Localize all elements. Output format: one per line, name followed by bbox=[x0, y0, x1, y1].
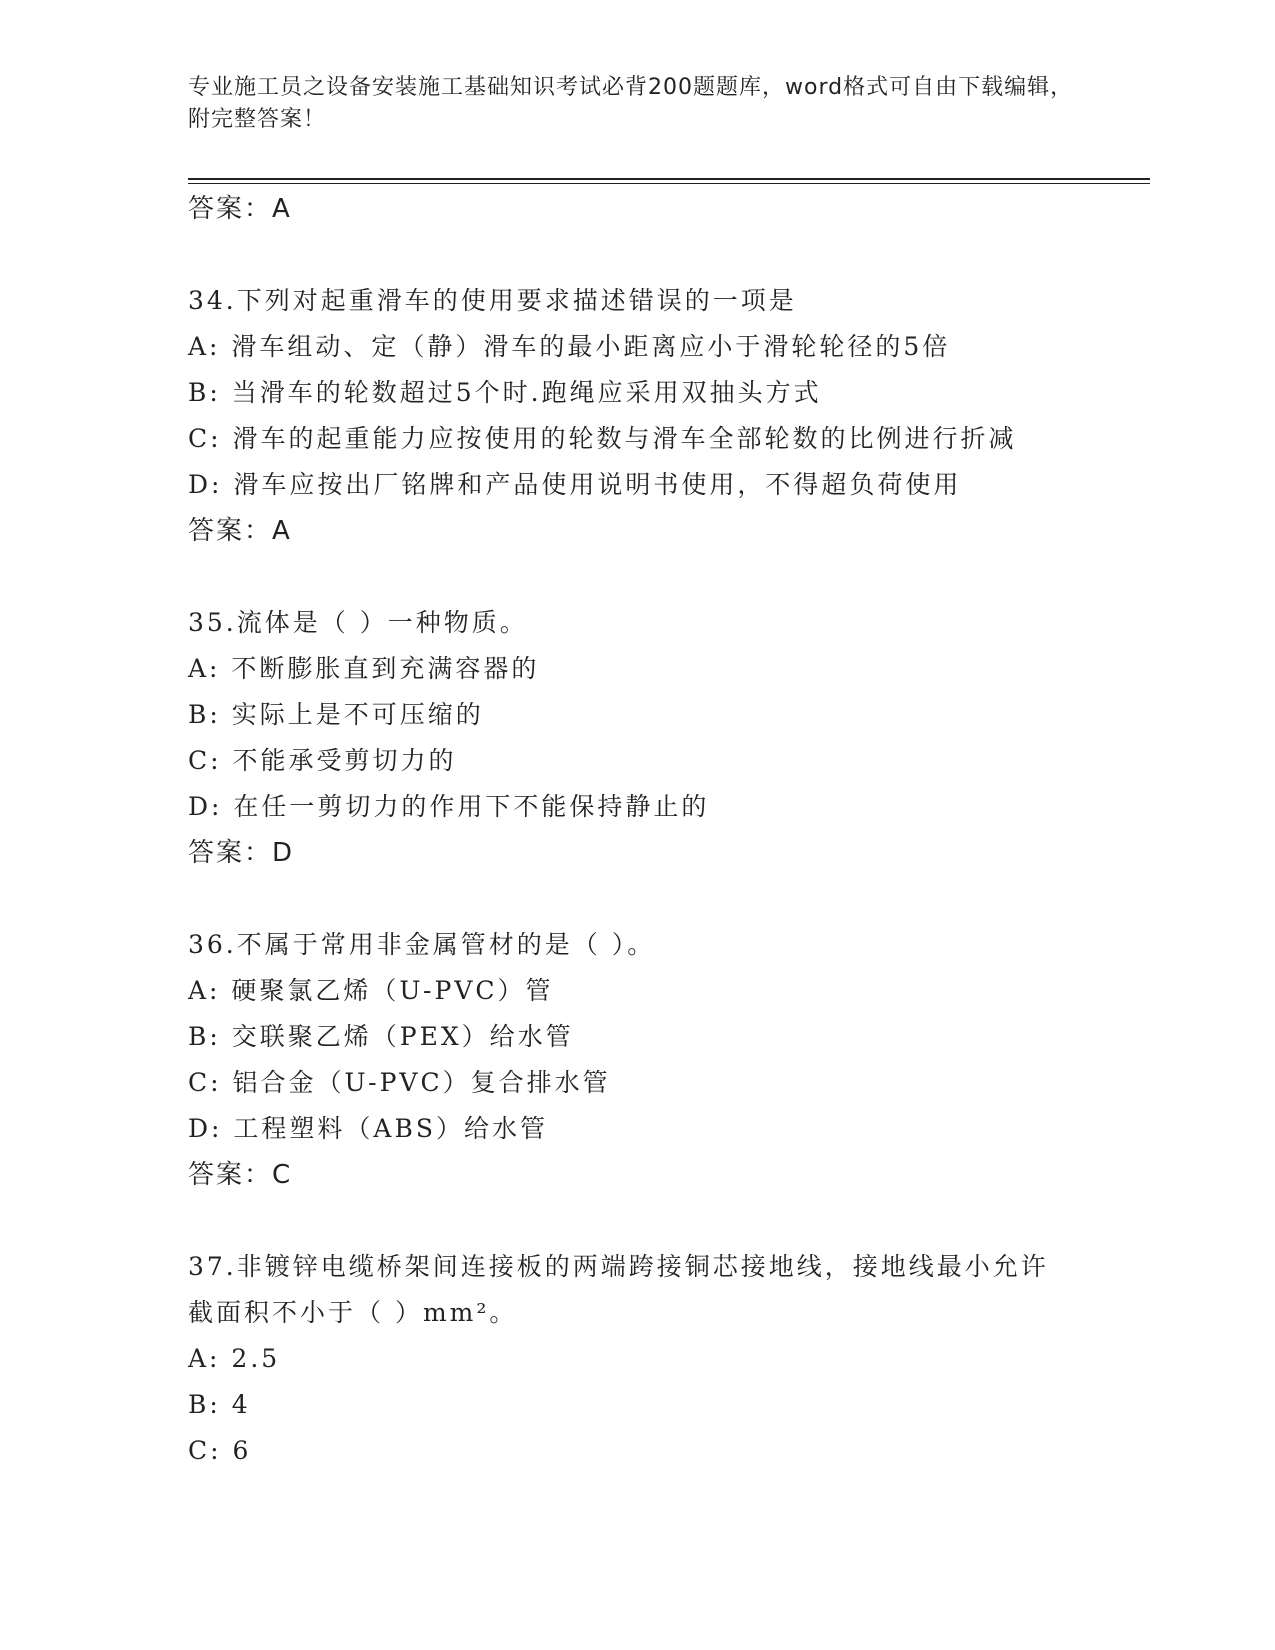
option-c: C: 铝合金（U-PVC）复合排水管 bbox=[188, 1068, 611, 1097]
question-block bbox=[188, 600, 1088, 876]
option-a: A: 不断膨胀直到充满容器的 bbox=[188, 654, 540, 683]
answer-line: 答案：A bbox=[188, 516, 292, 546]
option-b: B: 实际上是不可压缩的 bbox=[188, 700, 484, 729]
question-stem: 36.不属于常用非金属管材的是（ ）。 bbox=[188, 930, 656, 959]
answer-line: 答案：C bbox=[188, 1160, 293, 1190]
question-block bbox=[188, 1244, 1088, 1474]
spacer bbox=[188, 876, 1088, 922]
option-d: D: 滑车应按出厂铭牌和产品使用说明书使用，不得超负荷使用 bbox=[188, 470, 962, 499]
question-stem: 34.下列对起重滑车的使用要求描述错误的一项是 bbox=[188, 286, 797, 315]
option-a: A: 滑车组动、定（静）滑车的最小距离应小于滑轮轮径的5倍 bbox=[188, 332, 951, 361]
header-divider-thick bbox=[188, 178, 1150, 180]
option-d: D: 在任一剪切力的作用下不能保持静止的 bbox=[188, 792, 710, 821]
option-b: B: 4 bbox=[188, 1390, 251, 1419]
option-b: B: 当滑车的轮数超过5个时.跑绳应采用双抽头方式 bbox=[188, 378, 822, 407]
document-header: 专业施工员之设备安装施工基础知识考试必背200题题库，word格式可自由下载编辑，附完整答案！ bbox=[188, 75, 1074, 132]
answer-line: 答案：A bbox=[188, 194, 292, 224]
option-d: D: 工程塑料（ABS）给水管 bbox=[188, 1114, 548, 1143]
option-c: C: 滑车的起重能力应按使用的轮数与滑车全部轮数的比例进行折减 bbox=[188, 424, 1017, 453]
option-a: A: 硬聚氯乙烯（U-PVC）管 bbox=[188, 976, 554, 1005]
option-b: B: 交联聚乙烯（PEX）给水管 bbox=[188, 1022, 574, 1051]
question-list bbox=[188, 186, 1088, 1474]
question-block bbox=[188, 278, 1088, 554]
question-block bbox=[188, 922, 1088, 1198]
question-stem: 37.非镀锌电缆桥架间连接板的两端跨接铜芯接地线，接地线最小允许截面积不小于（ ）mm²。 bbox=[188, 1252, 1049, 1327]
spacer bbox=[188, 232, 1088, 278]
header-divider-thin bbox=[188, 183, 1150, 184]
option-a: A: 2.5 bbox=[188, 1344, 281, 1373]
answer-line: 答案：D bbox=[188, 838, 295, 868]
option-c: C: 不能承受剪切力的 bbox=[188, 746, 457, 775]
spacer bbox=[188, 1198, 1088, 1244]
question-stem: 35.流体是（ ）一种物质。 bbox=[188, 608, 528, 637]
option-c: C: 6 bbox=[188, 1436, 252, 1465]
spacer bbox=[188, 554, 1088, 600]
